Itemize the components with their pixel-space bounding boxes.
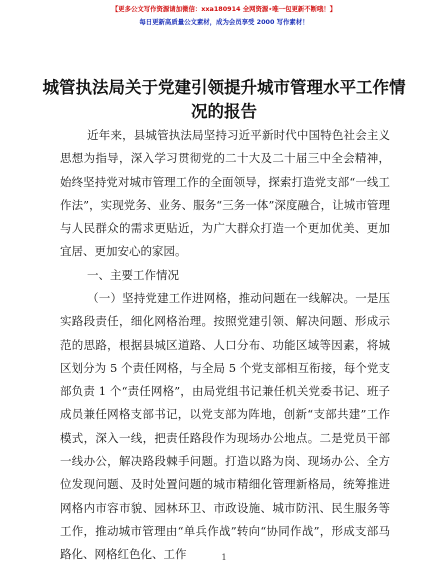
paragraph-intro-text: 近年来，县城管执法局坚持习近平新时代中国特色社会主义思想为指导，深入学习贯彻党的二十大及二十届三中全会精神，始终坚持党对城市管理工作的全面领导，探索打造党支部“一线工作法”，实现党务、业务、服务“三务一体”深度融合，让城市管理与人民群众的需求更贴近，为广大群众打造一个更加优美、更加宜居、更加安心的家园。 xyxy=(60,128,390,259)
document-title: 城管执法局关于党建引领提升城市管理水平工作情况的报告 xyxy=(42,78,406,121)
promo-banner-line-1: 【更多公文写作资源请加微信：xxa180914 全网资源⋆唯一包更新不断哦！】 xyxy=(111,5,337,13)
section-heading-text: 一、主要工作情况 xyxy=(87,268,179,282)
page-number: 1 xyxy=(221,553,227,562)
paragraph-body-text: （一）坚持党建工作进网格，推动问题在一线解决。一是压实路段责任，细化网格治理。按照党建引领、解决问题、形成示范的思路，根据县城区道路、人口分布、功能区域等因素，将城区划分为 5 个责任网格，与全局 5 个党支部相互衔接，每个党支部负责 1 个“责任网格”，由局党组书记兼任机关党委书记、班子成员兼任网格支部书记，以党支部为阵地，创新“支部共建”工作模式，深入一线，把责任路段作为现场办公地点。二是党员干部一线办公，解决路段棘手问题。打造以路为岗、现场办公、全方位发现问题、及时处置问题的城市精细化管理新格局，统筹推进网格内市容市貌、园林环卫、市政设施、城市防汛、民生服务等工作，推动城市管理由“单兵作战”转向“协同作战”，形成支部马路化、网格红色化、工作 xyxy=(60,291,390,562)
promo-banner-line-2: 每日更新高质量公文素材，成为会员享受 2000 写作素材！ xyxy=(139,18,309,26)
promo-banner xyxy=(0,3,448,29)
section-heading xyxy=(60,264,390,287)
paragraph-intro xyxy=(60,124,390,264)
paragraph-body xyxy=(60,287,390,567)
